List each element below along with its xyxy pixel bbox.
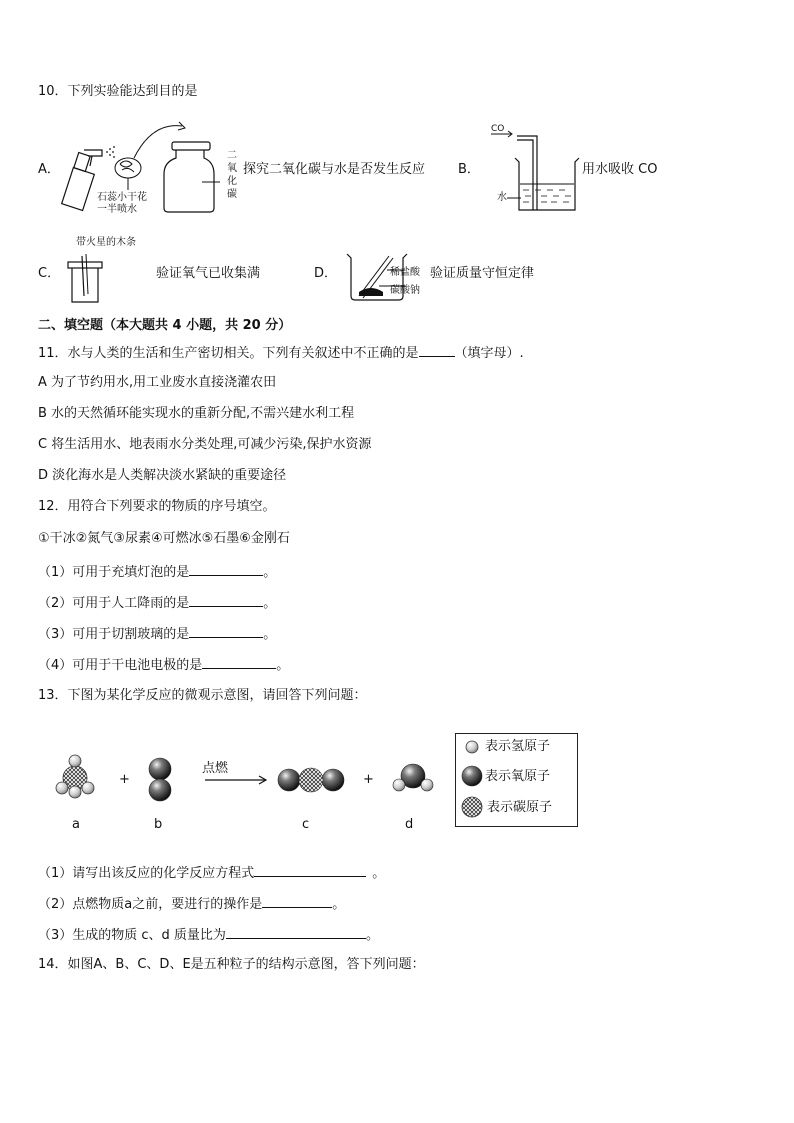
q10-option-b-desc: 用水吸收 CO <box>582 162 658 177</box>
carbon-atom-icon <box>462 797 482 817</box>
q13-item-2-blank[interactable] <box>262 895 332 908</box>
splint-label: 带火星的木条 <box>76 237 136 248</box>
spray-label-line2: 一半喷水 <box>97 204 137 215</box>
q10-option-a-desc: 探究二氧化碳与水是否发生反应 <box>243 162 426 177</box>
q12-item-2 <box>38 594 276 612</box>
hydrogen-atom-icon <box>466 741 478 753</box>
co-gas-label: CO <box>491 124 505 134</box>
oxygen-bottle-splint-figure <box>62 252 112 307</box>
plus-sign-2: + <box>363 772 374 787</box>
molecule-c-carbon-dioxide-icon <box>278 768 344 792</box>
q11-answer-blank[interactable] <box>419 344 455 357</box>
q12-item-2-end: 。 <box>263 596 277 611</box>
molecule-label-a: a <box>72 817 80 832</box>
q11-option-a: A 为了节约用水,用工业废水直接浇灌农田 <box>38 375 277 390</box>
q13-item-1 <box>38 864 385 882</box>
molecule-b-oxygen-icon <box>149 758 171 801</box>
litmus-flower-icon <box>115 158 141 190</box>
legend-oxygen: 表示氧原子 <box>485 769 551 784</box>
q13-stem: 13．下图为某化学反应的微观示意图，请回答下列问题： <box>38 688 367 703</box>
molecule-a-methane-icon <box>56 755 94 798</box>
q12-item-2-blank[interactable] <box>189 594 263 607</box>
gas-jar-icon <box>164 142 214 212</box>
q13-item-1-blank[interactable] <box>254 864 366 877</box>
co2-label-char-3: 化 <box>227 176 237 187</box>
q10-option-c-letter: C． <box>38 266 61 281</box>
dilute-hcl-label: 稀盐酸 <box>390 267 420 278</box>
ignite-label: 点燃 <box>202 761 229 776</box>
q13-item-2-end: 。 <box>332 897 346 912</box>
q13-item-3-text: （3）生成的物质 c、d 质量比为 <box>38 928 226 943</box>
q12-item-4-text: （4）可用于干电池电极的是 <box>38 658 203 673</box>
q12-item-4-end: 。 <box>276 658 290 673</box>
q13-item-3 <box>38 926 379 944</box>
q12-item-4 <box>38 656 289 674</box>
plus-sign-1: + <box>119 772 130 787</box>
q12-item-3-blank[interactable] <box>189 625 263 638</box>
q12-substance-list: ①干冰②氮气③尿素④可燃冰⑤石墨⑥金刚石 <box>38 531 290 546</box>
reaction-micro-diagram <box>40 740 460 820</box>
co2-label-char-4: 碳 <box>227 189 237 200</box>
q12-item-1 <box>38 563 276 581</box>
sodium-carbonate-label: 碳酸钠 <box>390 285 420 296</box>
q12-item-1-end: 。 <box>263 565 277 580</box>
q12-item-3-text: （3）可用于切割玻璃的是 <box>38 627 190 642</box>
spray-label-line1: 石蕊小干花 <box>97 192 147 203</box>
sodium-carbonate-powder-icon <box>359 288 383 296</box>
q13-item-1-end: 。 <box>372 866 386 881</box>
q10-option-a-letter: A． <box>38 162 60 177</box>
q12-item-3 <box>38 625 276 643</box>
q13-item-2-text: （2）点燃物质a之前，要进行的操作是 <box>38 897 263 912</box>
q10-option-b-letter: B． <box>458 162 480 177</box>
water-label: 水 <box>497 192 507 203</box>
spray-mist-icon <box>106 146 115 158</box>
section-2-title: 二、填空题（本大题共 4 小题，共 20 分） <box>38 318 292 333</box>
molecule-d-water-icon <box>393 764 433 791</box>
q12-item-1-text: （1）可用于充填灯泡的是 <box>38 565 190 580</box>
spray-bottle-flower-jar-figure <box>62 120 252 215</box>
water-hatch-icon <box>523 190 571 202</box>
q12-item-3-end: 。 <box>263 627 277 642</box>
q11-stem-text: 11．水与人类的生活和生产密切相关。下列有关叙述中不正确的是 <box>38 346 419 361</box>
q10-option-c-desc: 验证氧气已收集满 <box>156 266 261 281</box>
q10-option-d-desc: 验证质量守恒定律 <box>430 266 535 281</box>
q11-option-d: D 淡化海水是人类解决淡水紧缺的重要途径 <box>38 468 287 483</box>
q12-item-1-blank[interactable] <box>189 563 263 576</box>
collecting-bottle-icon <box>68 262 102 302</box>
gas-tube-icon <box>517 136 537 210</box>
oxygen-atom-icon <box>462 766 482 786</box>
q13-item-3-blank[interactable] <box>226 926 366 939</box>
co2-label-char-1: 二 <box>227 150 237 161</box>
q13-item-1-text: （1）请写出该反应的化学反应方程式 <box>38 866 255 881</box>
legend-hydrogen: 表示氢原子 <box>485 739 551 754</box>
q12-item-4-blank[interactable] <box>202 656 276 669</box>
molecule-label-b: b <box>154 817 163 832</box>
q11-option-c: C 将生活用水、地表雨水分类处理,可减少污染,保护水资源 <box>38 437 372 452</box>
legend-carbon: 表示碳原子 <box>487 800 553 815</box>
q10-option-d-letter: D． <box>314 266 338 281</box>
q11-option-b: B 水的天然循环能实现水的重新分配,不需兴建水利工程 <box>38 406 355 421</box>
co2-label-char-2: 氧 <box>227 163 237 174</box>
q10-stem: 10．下列实验能达到目的是 <box>38 84 198 99</box>
q12-item-2-text: （2）可用于人工降雨的是 <box>38 596 190 611</box>
spray-bottle-icon <box>62 150 102 210</box>
q11-stem-tail: （填字母）. <box>454 346 524 361</box>
molecule-label-d: d <box>405 817 414 832</box>
q11-stem <box>38 344 524 362</box>
molecule-label-c: c <box>302 817 310 832</box>
q13-item-2 <box>38 895 345 913</box>
q12-stem: 12．用符合下列要求的物质的序号填空。 <box>38 499 276 514</box>
q13-item-3-end: 。 <box>365 928 379 943</box>
q14-stem: 14．如图A、B、C、D、E是五种粒子的结构示意图，答下列问题： <box>38 957 425 972</box>
